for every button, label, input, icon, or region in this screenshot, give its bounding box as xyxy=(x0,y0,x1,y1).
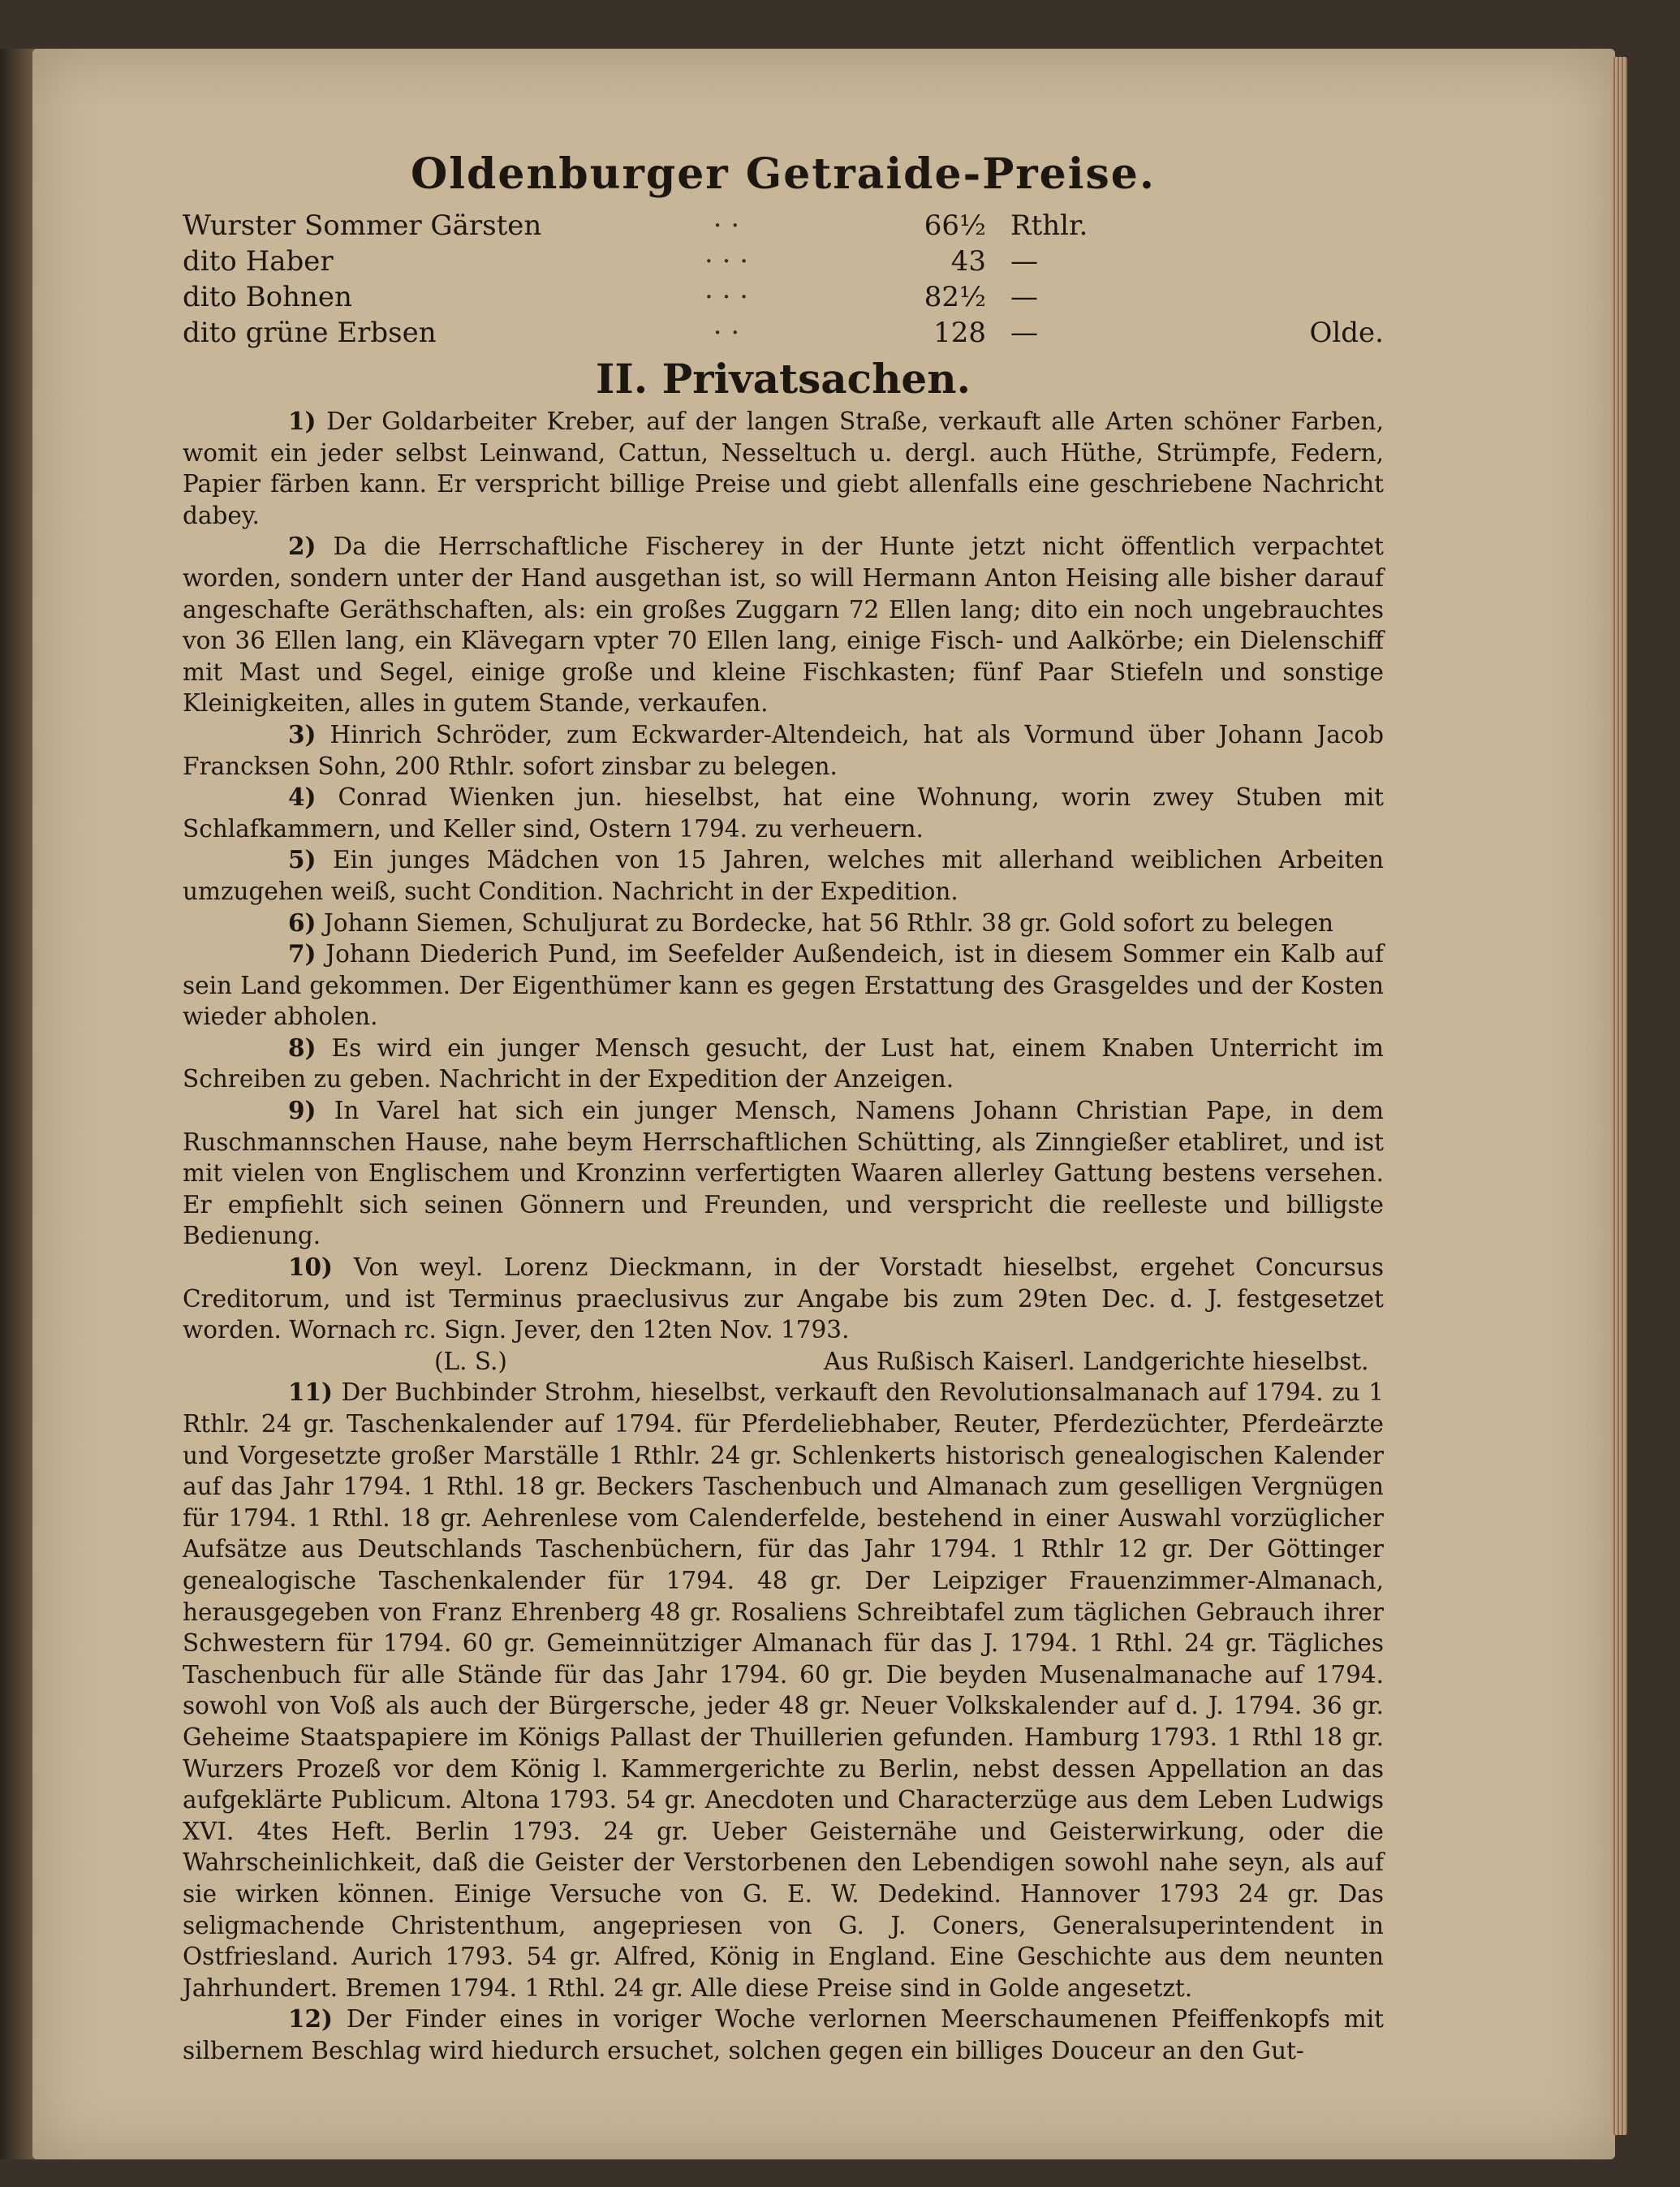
notice-entry xyxy=(183,1377,1384,2004)
price-dots: · · xyxy=(713,317,740,349)
price-place xyxy=(1140,244,1384,279)
price-label: dito Bohnen xyxy=(183,281,352,313)
notice-text: Johann Siemen, Schuljurat zu Bordecke, hat 56 Rthlr. 38 gr. Gold sofort zu belegen xyxy=(323,908,1334,937)
notice-number: 1) xyxy=(288,407,317,435)
price-place xyxy=(1140,208,1384,244)
notice-entry xyxy=(183,782,1384,844)
notice-number: 2) xyxy=(288,532,317,561)
notice-number: 7) xyxy=(288,939,317,968)
notice-entry xyxy=(183,719,1384,782)
notice-number: 10) xyxy=(288,1253,334,1282)
price-value: 82½ xyxy=(924,281,986,313)
price-value: 128 xyxy=(933,317,986,349)
price-place xyxy=(1140,279,1384,315)
notice-text: Ein junges Mädchen von 15 Jahren, welches mit allerhand weiblichen Arbeiten umzugehen weiß, sucht Condition. Nachricht in der Expedition. xyxy=(183,846,1384,905)
notice-number: 8) xyxy=(288,1033,317,1062)
notice-entry xyxy=(183,938,1384,1033)
notice-entry xyxy=(183,531,1384,719)
price-label: Wurster Sommer Gärsten xyxy=(183,209,542,242)
section-title: II. Privatsachen. xyxy=(596,355,971,403)
notice-text: Der Goldarbeiter Kreber, auf der langen Straße, verkauft alle Arten schöner Farben, womit ein jeder selbst Leinwand, Cattun, Nesseltuch u. dergl. auch Hüthe, Strümpfe, Federn, Papier färben kann. Er verspricht billige Preise und giebt allenfalls eine geschriebene Nachricht dabey. xyxy=(183,408,1384,529)
seal-text: Aus Rußisch Kaiserl. Landgerichte hieselbst. xyxy=(824,1347,1369,1375)
notice-entry xyxy=(183,2004,1384,2066)
notice-text: Der Buchbinder Strohm, hieselbst, verkauft den Revolutionsalmanach auf 1794. zu 1 Rthlr. 24 gr. Taschenkalender auf 1794. für Pferdeliebhaber, Reuter, Pferdezüchter, Pferdeärzte und Vorgesetzte großer Marställe 1 Rthlr. 24 gr. Schlenkerts historisch genealogischen Kalender auf das Jahr 1794. 1 Rthl. 18 gr. Beckers Taschenbuch und Almanach zum geselligen Vergnügen für 1794. 1 Rthl. 18 gr. Aehrenlese vom Calenderfelde, bestehend in einer Auswahl vorzüglicher Aufsätze aus Deutschlands Taschenbüchern, für das Jahr 1794. 1 Rthlr 12 gr. Der Göttinger genealogische Taschenkalender für 1794. 48 gr. Der Leipziger Frauenzimmer-Almanach, herausgegeben von Franz Ehrenberg 48 gr. Rosaliens Schreibtafel zum täglichen Gebrauch ihrer Schwestern für 1794. 60 gr. Gemeinnütziger Almanach für das J. 1794. 1 Rthl. 24 gr. Tägliches Taschenbuch für alle Stände für das Jahr 1794. 60 gr. Die beyden Musenalmanache auf 1794. sowohl von Voß als auch der Bürgersche, jeder 48 gr. Neuer Volkskalender auf d. J. 1794. 36 gr. Geheime Staatspapiere im Königs Pallast der Thuillerien gefunden. Hamburg 1793. 1 Rthl 18 gr. Wurzers Prozeß vor dem König l. Kammergerichte zu Berlin, nebst dessen Appellation an das aufgeklärte Publicum. Altona 1793. 54 gr. Anecdoten und Characterzüge aus dem Leben Ludwigs XVI. 4tes Heft. Berlin 1793. 24 gr. Ueber Geisternähe und Geisterwirkung, oder die Wahrscheinlichkeit, daß die Geister der Verstorbenen den Lebendigen sowohl nahe seyn, als auf sie wirken können. Einige Versuche von G. E. W. Dedekind. Hannover 1793 24 gr. Das seligmachende Christenthum, angepriesen von G. J. Coners, Generalsuperintendent in Ostfriesland. Aurich 1793. 54 gr. Alfred, König in England. Eine Geschichte aus dem neunten Jahrhundert. Bremen 1794. 1 Rthl. 24 gr. Alle diese Preise sind in Golde angesetzt. xyxy=(183,1378,1384,2002)
notice-number: 9) xyxy=(288,1096,317,1125)
price-value: 43 xyxy=(950,245,986,278)
notice-entry xyxy=(183,1252,1384,1346)
court-seal-line xyxy=(183,1346,1384,1378)
grain-price-table xyxy=(183,208,1384,351)
notice-entry xyxy=(183,1033,1384,1095)
price-unit: — xyxy=(1010,245,1038,278)
price-dots: · · · xyxy=(704,245,749,278)
page-edges xyxy=(1611,57,1627,2135)
price-unit: — xyxy=(1010,317,1038,349)
notice-text: Conrad Wienken jun. hieselbst, hat eine Wohnung, worin zwey Stuben mit Schlafkammern, und Keller sind, Ostern 1794. zu verheuern. xyxy=(183,783,1384,843)
notice-number: 12) xyxy=(288,2004,334,2034)
notice-number: 11) xyxy=(288,1378,334,1407)
price-unit: — xyxy=(1010,281,1038,313)
notices-list xyxy=(183,406,1384,2066)
seal-mark: (L. S.) xyxy=(434,1347,507,1375)
price-dots: · · xyxy=(713,209,740,242)
price-label: dito Haber xyxy=(183,245,334,278)
notice-entry xyxy=(183,406,1384,531)
price-heading: Oldenburger Getraide-Preise. xyxy=(411,149,1156,199)
notice-text: In Varel hat sich ein junger Mensch, Namens Johann Christian Pape, in dem Ruschmannschen Hause, nahe beym Herrschaftlichen Schütting, als Zinngießer etabliret, und ist mit vielen von Englischem und Kronzinn verfertigten Waaren allerley Gattung bestens versehen. Er empfiehlt sich seinen Gönnern und Freunden, und verspricht die reelleste und billigste Bedienung. xyxy=(183,1097,1384,1250)
notice-number: 3) xyxy=(288,719,317,748)
price-row xyxy=(183,244,1384,279)
price-row xyxy=(183,279,1384,315)
notice-entry xyxy=(183,844,1384,907)
notice-number: 4) xyxy=(288,783,317,812)
price-row xyxy=(183,208,1384,244)
notice-entry xyxy=(183,908,1384,939)
notice-text: Von weyl. Lorenz Dieckmann, in der Vorstadt hieselbst, ergehet Concursus Creditorum, und ist Terminus praeclusivus zur Angabe bis zum 29ten Dec. d. J. festgesetzet worden. Wornach rc. Sign. Jever, den 12ten Nov. 1793. xyxy=(183,1253,1384,1344)
price-unit: Rthlr. xyxy=(1010,209,1088,242)
notice-text: Da die Herrschaftliche Fischerey in der Hunte jetzt nicht öffentlich verpachtet worden, sondern unter der Hand ausgethan ist, so will Hermann Anton Heising alle bisher darauf angeschafte Geräthschaften, als: ein großes Zuggarn 72 Ellen lang; dito ein noch ungebrauchtes von 36 Ellen lang, ein Klävegarn vpter 70 Ellen lang, einige Fisch- und Aalkörbe; ein Dielenschiff mit Mast und Segel, einige große und kleine Fischkasten; fünf Paar Stiefeln und sonstige Kleinigkeiten, alles in gutem Stande, verkaufen. xyxy=(183,533,1384,718)
price-value: 66½ xyxy=(924,209,986,242)
price-row xyxy=(183,315,1384,351)
price-dots: · · · xyxy=(704,281,749,313)
notice-number: 6) xyxy=(288,908,317,937)
notice-text: Johann Diederich Pund, im Seefelder Außendeich, ist in diesem Sommer ein Kalb auf sein Land gekommen. Der Eigenthümer kann es gegen Erstattung des Grasgeldes und der Kosten wieder abholen. xyxy=(183,940,1384,1031)
notice-entry xyxy=(183,1095,1384,1252)
notice-text: Hinrich Schröder, zum Eckwarder-Altendeich, hat als Vormund über Johann Jacob Francksen Sohn, 200 Rthlr. sofort zinsbar zu belegen. xyxy=(183,720,1385,780)
price-label: dito grüne Erbsen xyxy=(183,317,437,349)
document-content xyxy=(183,146,1384,2066)
price-place: Olde. xyxy=(1309,317,1384,349)
notice-number: 5) xyxy=(288,845,317,874)
notice-text: Der Finder eines in voriger Woche verlornen Meerschaumenen Pfeiffenkopfs mit silbernem Beschlag wird hiedurch ersuchet, solchen gegen ein billiges Douceur an den Gut- xyxy=(183,2005,1384,2064)
notice-text: Es wird ein junger Mensch gesucht, der Lust hat, einem Knaben Unterricht im Schreiben zu geben. Nachricht in der Expedition der Anzeigen. xyxy=(183,1033,1384,1094)
